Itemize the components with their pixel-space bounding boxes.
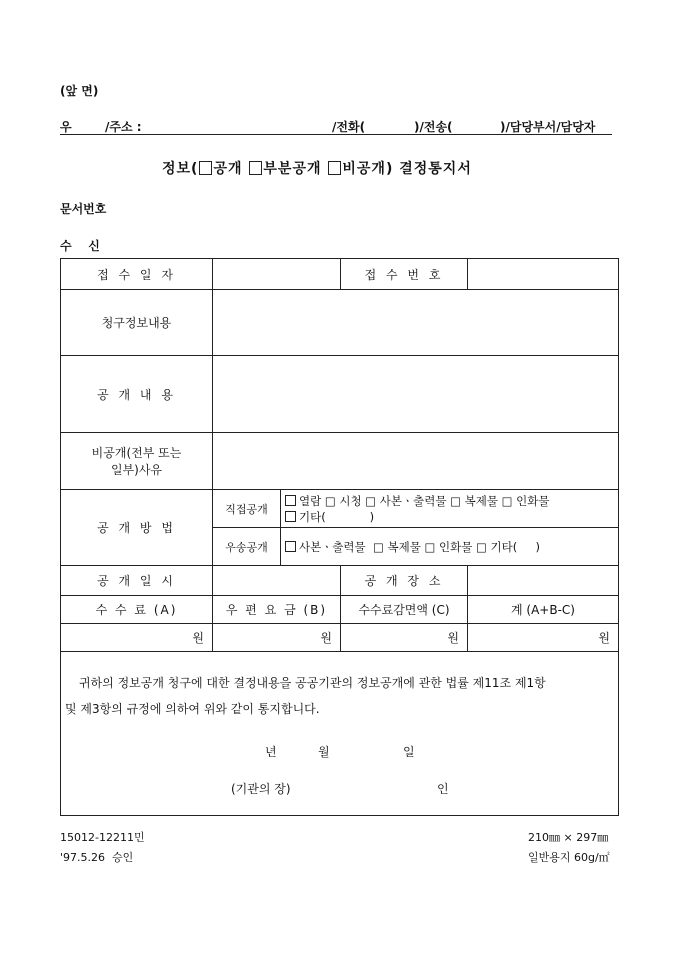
fax-label: )/전송( [414, 120, 453, 134]
mail-disclosure-label: 우송공개 [213, 528, 281, 566]
seal-label: 인 [437, 782, 449, 796]
notice-year: 년 [265, 745, 277, 759]
page-title: 정보( 공개 부분공개 비공개) 결정통지서 [162, 161, 472, 177]
notice-month: 월 [318, 745, 330, 759]
requested-info-value [213, 290, 619, 356]
mail-disclosure-options: 사본ㆍ출력물 □ 복제물 □ 인화물 □ 기타( ) [281, 528, 619, 566]
disclosure-place-value [468, 566, 619, 596]
fee-won: 원 [61, 624, 213, 652]
notice-line-2: 및 제3항의 규정에 의하여 위와 같이 통지합니다. [65, 702, 320, 716]
zip-label: 우 [60, 120, 72, 134]
postage-label: 우 편 요 금 (B) [213, 596, 341, 624]
disclosure-method-label: 공 개 방 법 [61, 490, 213, 566]
nondisclosure-reason-value [213, 433, 619, 490]
doc-number-label: 문서번호 [60, 202, 107, 216]
receipt-date-label: 접 수 일 자 [61, 259, 213, 290]
receipt-no-label: 접 수 번 호 [341, 259, 468, 290]
notice-line-1: 귀하의 정보공개 청구에 대한 결정내용을 공공기관의 정보공개에 관한 법률 제11조 제1항 [79, 676, 546, 690]
postage-won: 원 [213, 624, 341, 652]
decision-form-table [60, 258, 619, 816]
checkbox-icon[interactable] [285, 511, 296, 522]
nondisclosure-reason-label: 비공개(전부 또는 일부)사유 [61, 433, 213, 490]
disclosure-place-label: 공 개 장 소 [341, 566, 468, 596]
header-underline [60, 134, 612, 135]
recipient-label: 수 신 [60, 239, 100, 253]
notice-box [61, 652, 619, 816]
disclosure-datetime-value [213, 566, 341, 596]
checkbox-icon[interactable] [285, 495, 296, 506]
fee-reduction-won: 원 [341, 624, 468, 652]
paper-type: 일반용지 60g/㎡ [528, 851, 610, 864]
agency-head-label: (기관의 장) [231, 782, 291, 796]
total-won: 원 [468, 624, 619, 652]
address-label: /주소 : [105, 120, 142, 134]
total-label: 계 (A+B-C) [468, 596, 619, 624]
phone-label: /전화( [332, 120, 366, 134]
title-checkbox-nonpublic [328, 161, 341, 175]
fee-reduction-label: 수수료감면액 (C) [341, 596, 468, 624]
direct-disclosure-options: 열람 □ 시청 □ 사본ㆍ출력물 □ 복제물 □ 인화물 기타( ) [281, 490, 619, 528]
front-page-label: (앞 면) [60, 84, 99, 98]
title-checkbox-public [199, 161, 212, 175]
paper-size: 210㎜ × 297㎜ [528, 831, 609, 844]
dept-label: )/담당부서/담당자 [500, 120, 596, 134]
fee-label: 수 수 료 (A) [61, 596, 213, 624]
notice-day: 일 [403, 745, 415, 759]
checkbox-icon[interactable] [285, 541, 296, 552]
requested-info-label: 청구정보내용 [61, 290, 213, 356]
disclosure-content-label: 공 개 내 용 [61, 356, 213, 433]
form-number: 15012-12211민 [60, 831, 145, 844]
disclosure-datetime-label: 공 개 일 시 [61, 566, 213, 596]
disclosure-content-value [213, 356, 619, 433]
title-checkbox-partial [249, 161, 262, 175]
receipt-date-value [213, 259, 341, 290]
direct-disclosure-label: 직접공개 [213, 490, 281, 528]
approval-date: '97.5.26 승인 [60, 851, 134, 864]
receipt-no-value [468, 259, 619, 290]
